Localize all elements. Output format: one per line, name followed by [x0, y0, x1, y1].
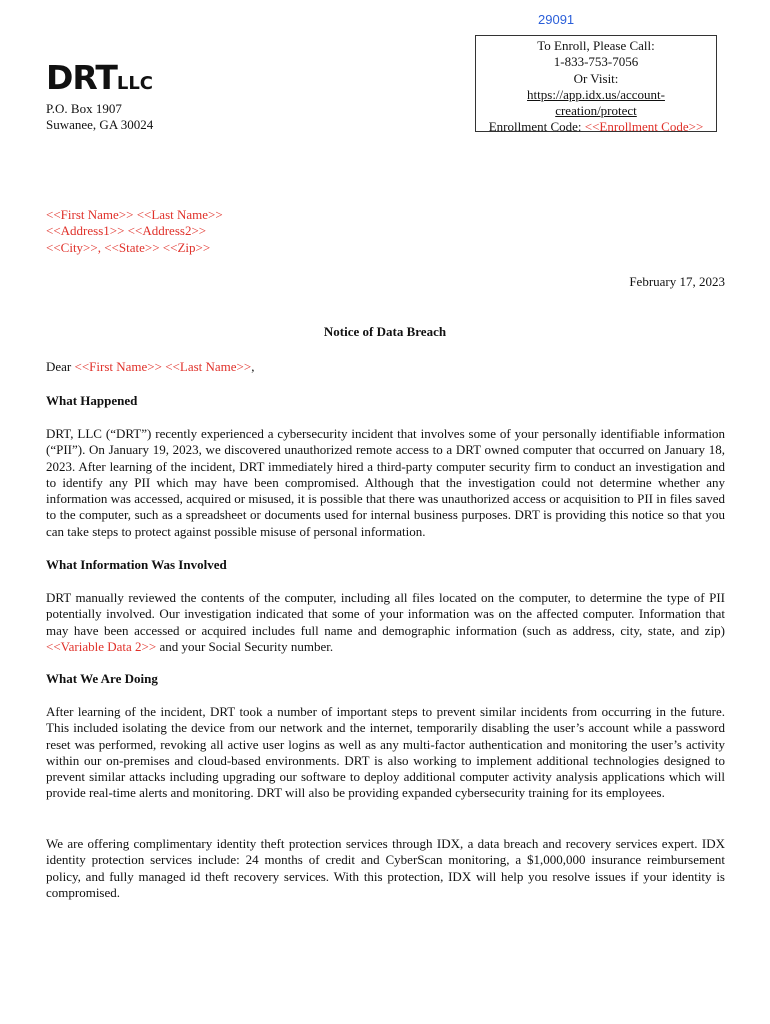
enrollment-box: [475, 35, 717, 135]
paragraph-identity-protection: [46, 836, 725, 901]
sender-line-1: P.O. Box 1907: [46, 101, 122, 116]
enroll-code-label: Enrollment Code:: [488, 119, 585, 135]
recipient-line-2: <<Address1>> <<Address2>>: [46, 223, 207, 239]
paragraph-what-happened: [46, 426, 725, 540]
variable-data-placeholder: <<Variable Data 2>>: [46, 638, 157, 654]
recipient-line-3: <<City>>, <<State>> <<Zip>>: [46, 239, 211, 255]
info-body-part-1: DRT manually reviewed the contents of the computer, including all files located on the computer, to determine the type of PII potentially involved. Our investigation indicated that some of your information was on the affected computer. Information that may have been accessed or acquired includes full name and demographic information (such as address, city, state, and zip): [46, 590, 725, 638]
what-we-are-doing-body-2: We are offering complimentary identity theft protection services through IDX, a data breach and recovery services expert. IDX identity protection services include: 24 months of credit and CyberScan monitoring, a $1,000,000 insurance reimbursement policy, and fully managed id theft recovery services. With this protection, IDX will help you resolve issues if your identity is compromised.: [46, 836, 725, 900]
recipient-line-1: <<First Name>> <<Last Name>>: [46, 207, 223, 222]
letter-date: February 17, 2023: [629, 274, 725, 289]
what-happened-body: DRT, LLC (“DRT”) recently experienced a cybersecurity incident that involves some of your personally identifiable information (“PII”). On January 19, 2023, we discovered unauthorized remote access to a DRT owned computer that occurred on January 18, 2023. After learning of the incident, DRT immediately hired a third-party computer security firm to conduct an investigation and to identify any PII which may have been compromised. Although that the investigation could not determine whether any information was accessed, acquired or misused, it is possible that there was unauthorized access or acquisition to PII in files saved to the computer, such as a spreadsheet or documents used for internal business purposes. DRT is providing this notice so that you can take steps to protect against possible misuse of personal information.: [46, 426, 725, 539]
greeting-prefix: Dear: [46, 359, 75, 374]
greeting-suffix: ,: [251, 359, 255, 374]
recipient-address: [46, 207, 223, 256]
sender-address: [46, 101, 153, 134]
heading-what-we-are-doing: What We Are Doing: [46, 671, 158, 686]
paragraph-what-we-are-doing: [46, 704, 725, 802]
enroll-code-value: <<Enrollment Code>>: [584, 119, 704, 135]
what-we-are-doing-body-1: After learning of the incident, DRT took a number of important steps to prevent similar incidents from occurring in the future. This included isolating the device from our network and the internet, temporarily disabling the user’s account while a password reset was performed, revoking all active user logins as well as any multi-factor authentication and monitoring the user’s activity within our on-premises and cloud-based environments. DRT is also working to implement additional technologies designed to prevent similar attacks including upgrading our software to deploy additional computer activity analysis applications which will provide real-time alerts and monitoring. DRT will also be providing expanded cybersecurity training for its employees.: [46, 704, 725, 801]
enroll-phone: 1-833-753-7056: [553, 54, 639, 70]
greeting: [46, 359, 254, 375]
enroll-url-line-2[interactable]: creation/protect: [555, 103, 637, 119]
document-id: 29091: [538, 12, 575, 27]
logo-main: DRT: [46, 58, 117, 97]
sender-line-2: Suwanee, GA 30024: [46, 117, 154, 133]
info-body-part-2: and your Social Security number.: [156, 638, 334, 654]
information-involved-body: [46, 590, 725, 655]
heading-what-happened: What Happened: [46, 393, 138, 408]
paragraph-information-involved: [46, 590, 725, 655]
heading-information-involved: What Information Was Involved: [46, 557, 227, 572]
enroll-line-1: To Enroll, Please Call:: [537, 38, 655, 53]
enroll-code-line: [476, 119, 716, 135]
enroll-line-3: Or Visit:: [573, 70, 619, 86]
greeting-name: <<First Name>> <<Last Name>>: [74, 359, 252, 374]
enroll-url-line-1[interactable]: https://app.idx.us/account-: [527, 86, 665, 102]
logo-sub: LLC: [116, 73, 153, 94]
letter-title: Notice of Data Breach: [323, 324, 447, 339]
company-logo: [46, 60, 153, 96]
